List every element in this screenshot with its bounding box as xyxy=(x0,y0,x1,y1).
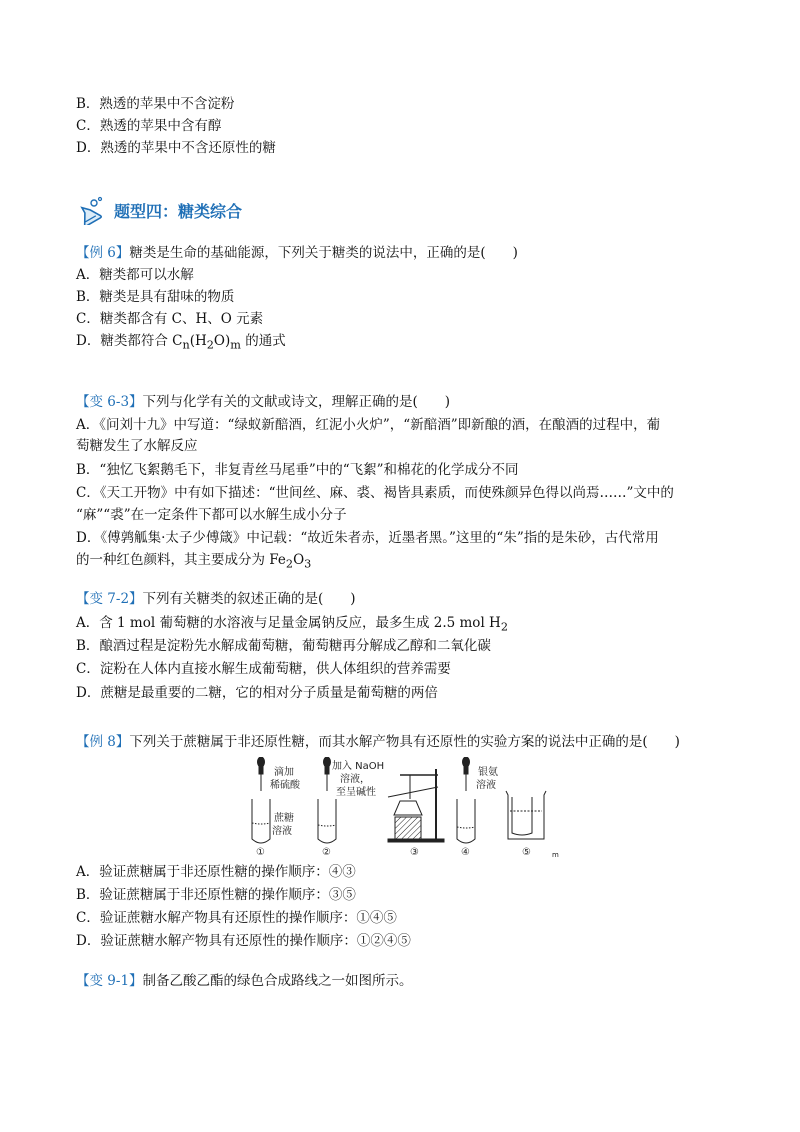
option-a-line2: 萄糖发生了水解反应 xyxy=(76,438,198,454)
label-1b: 稀硫酸 xyxy=(270,780,300,791)
question-tag: 【变 9-1】 xyxy=(76,973,143,989)
option-a: A．含 1 mol 葡萄糖的水溶液与足量金属钠反应，最多生成 2.5 mol $H_2$ xyxy=(76,615,508,634)
option-b: B．“独忆飞絮鹅毛下，非复青丝马尾垂”中的“飞絮”和棉花的化学成分不同 xyxy=(76,462,519,478)
test-tube-4 xyxy=(457,799,475,843)
question-ex8-stem: 【例 8】下列关于蔗糖属于非还原性糖，而其水解产物具有还原性的实验方案的说法中正确的是( ) xyxy=(76,734,680,750)
question-tag: 【例 8】 xyxy=(76,734,130,750)
option-a-line1: A．《问刘十九》中写道：“绿蚁新醅酒，红泥小火炉”，“新醅酒”即新酿的酒，在酿酒的过程中，葡 xyxy=(76,417,661,433)
option-c-line1: C．《天工开物》中有如下描述：“世间丝、麻、裘、褐皆具素质，而使殊颜异色得以尚焉……”文中的 xyxy=(76,485,674,501)
question-tag: 【例 6】 xyxy=(76,245,130,261)
label-1d: 溶液 xyxy=(272,826,292,837)
option-c: C．淀粉在人体内直接水解生成葡萄糖，供人体组织的营养需要 xyxy=(76,661,451,677)
dropper-4 xyxy=(463,757,470,791)
number-4: ④ xyxy=(461,847,470,857)
label-1a: 滴加 xyxy=(274,767,294,778)
experiment-figure xyxy=(240,757,560,857)
section-title: 题型四：糖类综合 xyxy=(114,201,243,221)
option-c: C．熟透的苹果中含有醇 xyxy=(76,118,222,134)
question-ex6-stem: 【例 6】糖类是生命的基础能源，下列关于糖类的说法中，正确的是( ) xyxy=(76,245,518,261)
option-b: B．糖类是具有甜味的物质 xyxy=(76,289,235,305)
number-2: ② xyxy=(322,847,331,857)
label-4a: 银氨 xyxy=(478,767,498,778)
dropper-2 xyxy=(324,757,331,791)
option-d: D．蔗糖是最重要的二糖，它的相对分子质量是葡萄糖的两倍 xyxy=(76,685,438,701)
label-2b: 溶液， xyxy=(340,774,370,785)
beaker-5 xyxy=(506,791,546,839)
option-b: B．熟透的苹果中不含淀粉 xyxy=(76,96,235,112)
option-d-line2: 的一种红色颜料，其主要成分为 $Fe_2O_3$ xyxy=(76,552,312,571)
question-v63-stem: 【变 6-3】下列与化学有关的文献或诗文，理解正确的是( ) xyxy=(76,394,451,410)
option-d: D．糖类都符合 $C_n(H_2O)_m$ 的通式 xyxy=(76,333,286,352)
question-v91-stem: 【变 9-1】制备乙酸乙酯的绿色合成路线之一如图所示。 xyxy=(76,973,413,989)
option-b: B．酿酒过程是淀粉先水解成葡萄糖，葡萄糖再分解成乙醇和二氧化碳 xyxy=(76,638,491,654)
option-b: B．验证蔗糖属于非还原性糖的操作顺序：③⑤ xyxy=(76,887,356,903)
label-4b: 溶液 xyxy=(476,780,496,791)
label-1c: 蔗糖 xyxy=(274,813,294,824)
number-3: ③ xyxy=(410,847,419,857)
test-tube-1 xyxy=(252,799,270,843)
option-a: A．糖类都可以水解 xyxy=(76,267,194,283)
option-c-line2: “麻”“裘”在一定条件下都可以水解生成小分子 xyxy=(76,507,347,523)
option-d: D．验证蔗糖水解产物具有还原性的操作顺序：①②④⑤ xyxy=(76,933,411,949)
option-a: A．验证蔗糖属于非还原性糖的操作顺序：④③ xyxy=(76,864,356,880)
number-1: ① xyxy=(256,847,265,857)
section-header xyxy=(76,192,242,228)
question-tag: 【变 7-2】 xyxy=(76,591,143,607)
question-tag: 【变 6-3】 xyxy=(76,394,143,410)
test-tube-2 xyxy=(318,799,336,843)
option-d-line1: D．《傅鹑觚集·太子少傅箴》中记载：“故近朱者赤，近墨者黑。”这里的“朱”指的是朱砂，古代常用 xyxy=(76,530,659,546)
option-c: C．糖类都含有 C、H、O 元素 xyxy=(76,311,264,327)
option-d: D．熟透的苹果中不含还原性的糖 xyxy=(76,140,276,156)
option-c: C．验证蔗糖水解产物具有还原性的操作顺序：①④⑤ xyxy=(76,910,397,926)
figure-mark: m xyxy=(552,851,559,857)
dropper-1 xyxy=(258,757,265,791)
label-2c: 至呈碱性 xyxy=(336,787,376,798)
question-v72-stem: 【变 7-2】下列有关糖类的叙述正确的是( ) xyxy=(76,591,356,607)
flask-icon xyxy=(76,195,106,225)
number-5: ⑤ xyxy=(522,847,531,857)
heating-apparatus-3 xyxy=(388,769,444,842)
label-2a: 加入 NaOH xyxy=(332,761,385,772)
